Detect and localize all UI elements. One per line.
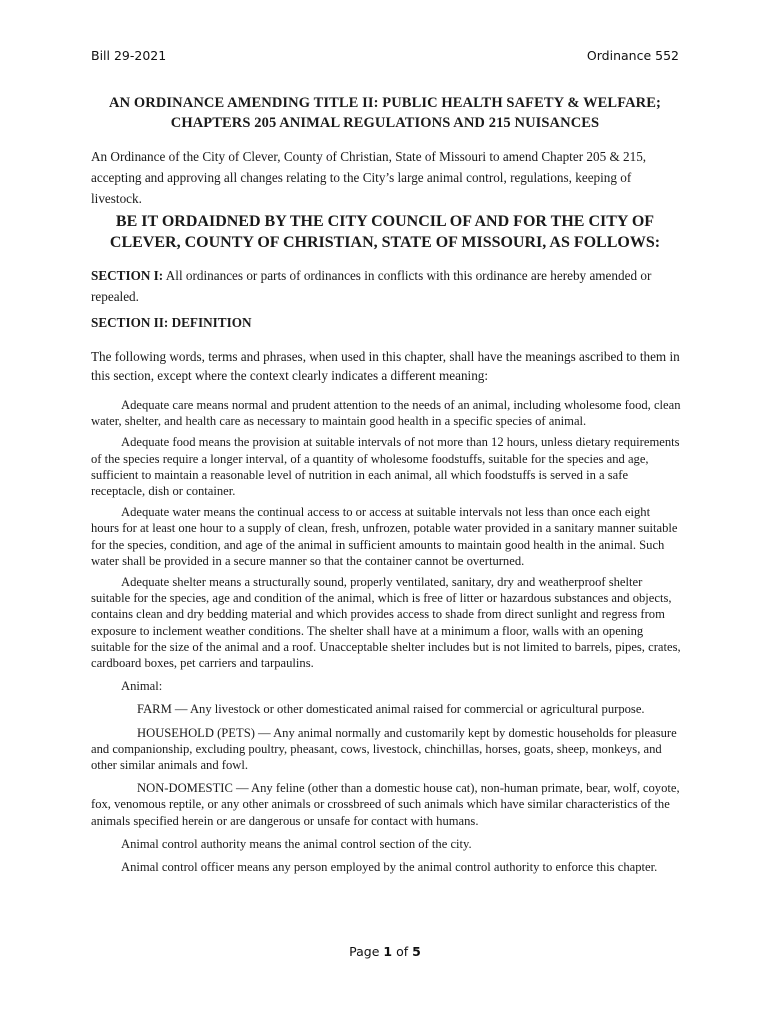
definition-animal-control-officer: Animal control officer means any person employed by the animal control authority to enforce this chapter.: [121, 860, 658, 875]
intro-paragraph: An Ordinance of the City of Clever, County of Christian, State of Missouri to amend Chapter 205 & 215, accepting and approving all changes relating to the City’s large animal control, regulations, keeping of livestock.: [91, 149, 647, 206]
footer-current-page: 1: [383, 944, 393, 959]
definitions-list: [91, 397, 681, 880]
definition-adequate-water: Adequate water means the continual access to or access at suitable intervals not less than once each eight hours for at least one hour to a supply of clean, fresh, unfrozen, potable water provided in a sanitary manner suitable for the species, condition, and age of the animal in sufficient amounts to maintain good health in the animal. Such water shall be provided in a secure manner so that the container cannot be overturned.: [91, 505, 678, 568]
section-1-text: All ordinances or parts of ordinances in conflicts with this ordinance are hereby amended or repealed.: [91, 268, 652, 304]
definition-animal-heading: Animal:: [121, 679, 163, 694]
definition-adequate-food: Adequate food means the provision at suitable intervals of not more than 12 hours, unless dietary requirements of the species require a longer interval, of a quantity of wholesome foodstuffs, suitable for the species and age, sufficient to maintain a reasonable level of nutrition in each animal, all which foodstuffs is served in a safe receptacle, dish or container.: [91, 435, 680, 499]
footer-page-word: Page: [349, 944, 384, 959]
section-1-label: SECTION I:: [91, 268, 164, 283]
header-bill-number: Bill 29-2021: [91, 48, 167, 63]
definition-household: HOUSEHOLD (PETS) — Any animal normally and customarily kept by domestic households for pleasure and companionship, excluding poultry, pheasant, cows, livestock, chinchillas, horses, goats, sheep, monkeys, and other similar animals and fowl.: [91, 725, 677, 773]
definition-adequate-shelter: Adequate shelter means a structurally sound, properly ventilated, sanitary, dry and weatherproof shelter suitable for the species, age and condition of the animal, which is free of litter or hazardous substances and objects, contains clean and dry bedding material and which provides access to shade from direct sunlight and regress from exposure to inclement weather conditions. The shelter shall have at a minimum a floor, walls with an opening suitable for the size of the animal and a roof. Unacceptable shelter includes but is not limited to barrels, pipes, crates, cardboard boxes, pet carriers and tarpaulins.: [91, 575, 681, 671]
definition-non-domestic: NON-DOMESTIC — Any feline (other than a domestic house cat), non-human primate, bear, wolf, coyote, fox, venomous reptile, or any other animals or crossbreed of such animals which have similar characteristics of the animals specified herein or are dangerous or unsafe for contact with humans.: [91, 781, 680, 828]
definitions-lead-paragraph: The following words, terms and phrases, when used in this chapter, shall have the meanings ascribed to them in this section, except where the context clearly indicates a different meaning:: [91, 349, 680, 383]
footer-of-word: of: [392, 944, 413, 959]
definition-adequate-care: Adequate care means normal and prudent attention to the needs of an animal, including wholesome food, clean water, shelter, and health care as necessary to maintain good health in a specific species of animal.: [91, 398, 681, 429]
decree-line-1: BE IT ORDAIDNED BY THE CITY COUNCIL OF AND FOR THE CITY OF: [115, 213, 655, 230]
footer-total-pages: 5: [412, 944, 421, 959]
definition-animal-control-authority: Animal control authority means the animal control section of the city.: [121, 836, 472, 851]
header-ordinance-number: Ordinance 552: [586, 48, 679, 63]
section-1-paragraph: [91, 265, 681, 307]
page-number-footer: [0, 944, 770, 959]
title-line-2: CHAPTERS 205 ANIMAL REGULATIONS AND 215 NUISANCES: [170, 115, 600, 131]
title-line-1: AN ORDINANCE AMENDING TITLE II: PUBLIC HEALTH SAFETY & WELFARE;: [109, 95, 661, 111]
definition-farm: FARM — Any livestock or other domesticated animal raised for commercial or agricultural purpose.: [137, 702, 645, 717]
section-2-heading: SECTION II: DEFINITION: [91, 315, 252, 330]
decree-line-2: CLEVER, COUNTY OF CHRISTIAN, STATE OF MISSOURI, AS FOLLOWS:: [109, 234, 661, 251]
